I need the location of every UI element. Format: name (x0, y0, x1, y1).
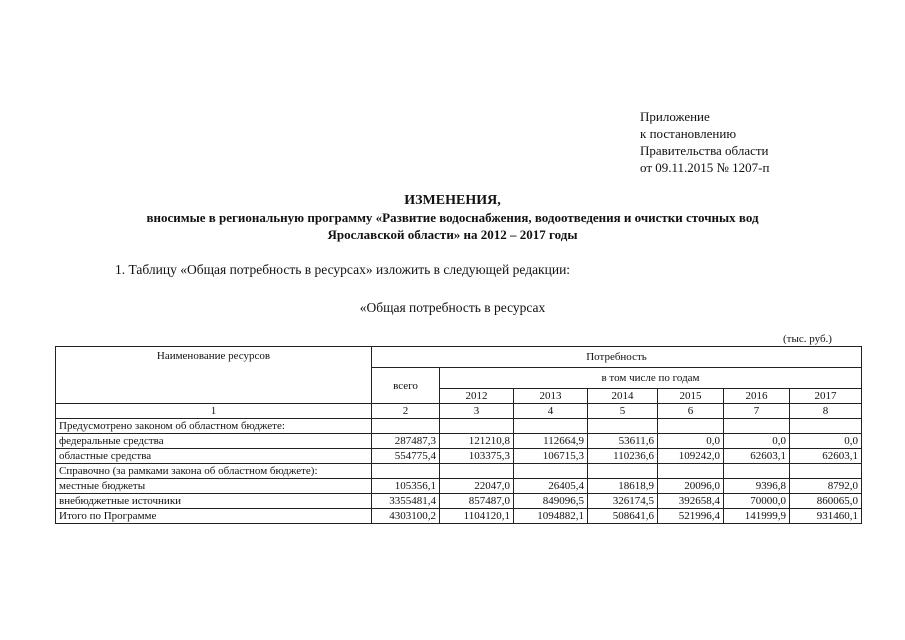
cell-value: 4303100,2 (372, 509, 440, 524)
cell-value: 508641,6 (588, 509, 658, 524)
header-year: 2012 (440, 389, 514, 404)
title-line-2: вносимые в региональную программу «Развитие водоснабжения, водоотведения и очистки сточных вод (146, 210, 759, 225)
cell-value: 392658,4 (658, 494, 724, 509)
table-row (56, 464, 862, 479)
cell-value: 62603,1 (790, 449, 862, 464)
cell-value (724, 464, 790, 479)
cell-value (588, 464, 658, 479)
column-number: 4 (514, 404, 588, 419)
cell-value: 8792,0 (790, 479, 862, 494)
appendix-line-3: Правительства области (640, 143, 769, 158)
cell-value: 20096,0 (658, 479, 724, 494)
cell-value (658, 464, 724, 479)
row-name: федеральные средства (56, 434, 372, 449)
document-title (0, 192, 905, 243)
cell-value: 121210,8 (440, 434, 514, 449)
column-number: 3 (440, 404, 514, 419)
cell-value: 141999,9 (724, 509, 790, 524)
column-number-row (56, 404, 862, 419)
cell-value: 105356,1 (372, 479, 440, 494)
column-number: 6 (658, 404, 724, 419)
cell-value (372, 419, 440, 434)
units-label: (тыс. руб.) (783, 333, 832, 345)
header-year: 2014 (588, 389, 658, 404)
cell-value: 26405,4 (514, 479, 588, 494)
cell-value (724, 419, 790, 434)
header-need: Потребность (372, 347, 862, 368)
table-row (56, 434, 862, 449)
column-number: 2 (372, 404, 440, 419)
cell-value: 931460,1 (790, 509, 862, 524)
header-year: 2013 (514, 389, 588, 404)
header-year: 2016 (724, 389, 790, 404)
cell-value: 860065,0 (790, 494, 862, 509)
cell-value: 112664,9 (514, 434, 588, 449)
cell-value: 18618,9 (588, 479, 658, 494)
table-row (56, 419, 862, 434)
cell-value: 110236,6 (588, 449, 658, 464)
cell-value: 22047,0 (440, 479, 514, 494)
column-number: 7 (724, 404, 790, 419)
appendix-line-4: от 09.11.2015 № 1207-п (640, 160, 770, 175)
cell-value: 9396,8 (724, 479, 790, 494)
table-row (56, 494, 862, 509)
table-row (56, 479, 862, 494)
cell-value: 53611,6 (588, 434, 658, 449)
header-by-years: в том числе по годам (440, 368, 862, 389)
table-caption: «Общая потребность в ресурсах (359, 300, 546, 315)
cell-value: 1104120,1 (440, 509, 514, 524)
cell-value (372, 464, 440, 479)
cell-value: 521996,4 (658, 509, 724, 524)
cell-value: 849096,5 (514, 494, 588, 509)
cell-value: 106715,3 (514, 449, 588, 464)
table-row-total (56, 509, 862, 524)
column-number: 1 (56, 404, 372, 419)
cell-value: 0,0 (658, 434, 724, 449)
title-main: ИЗМЕНЕНИЯ, (404, 193, 501, 208)
cell-value: 287487,3 (372, 434, 440, 449)
instruction-paragraph: 1. Таблицу «Общая потребность в ресурсах» изложить в следующей редакции: (115, 262, 571, 277)
cell-value: 62603,1 (724, 449, 790, 464)
cell-value: 109242,0 (658, 449, 724, 464)
cell-value: 3355481,4 (372, 494, 440, 509)
appendix-line-2: к постановлению (640, 126, 737, 141)
table-row (56, 449, 862, 464)
header-year: 2017 (790, 389, 862, 404)
column-number: 5 (588, 404, 658, 419)
cell-value (790, 419, 862, 434)
cell-value: 0,0 (724, 434, 790, 449)
title-line-3: Ярославской области» на 2012 – 2017 годы (327, 227, 578, 242)
row-name: местные бюджеты (56, 479, 372, 494)
cell-value: 326174,5 (588, 494, 658, 509)
cell-value (658, 419, 724, 434)
cell-value (514, 464, 588, 479)
row-name: Справочно (за рамками закона об областном бюджете): (56, 464, 372, 479)
appendix-block (640, 108, 769, 176)
header-resource-name: Наименование ресурсов (56, 347, 372, 404)
resources-table (55, 346, 862, 524)
cell-value: 70000,0 (724, 494, 790, 509)
row-name: Итого по Программе (56, 509, 372, 524)
appendix-line-1: Приложение (640, 109, 710, 124)
row-name: Предусмотрено законом об областном бюджете: (56, 419, 372, 434)
cell-value (514, 419, 588, 434)
cell-value: 554775,4 (372, 449, 440, 464)
cell-value (790, 464, 862, 479)
cell-value (440, 464, 514, 479)
cell-value (440, 419, 514, 434)
cell-value: 857487,0 (440, 494, 514, 509)
cell-value: 1094882,1 (514, 509, 588, 524)
cell-value (588, 419, 658, 434)
header-row-1 (56, 347, 862, 368)
header-total: всего (372, 368, 440, 404)
header-year: 2015 (658, 389, 724, 404)
column-number: 8 (790, 404, 862, 419)
row-name: областные средства (56, 449, 372, 464)
cell-value: 0,0 (790, 434, 862, 449)
cell-value: 103375,3 (440, 449, 514, 464)
row-name: внебюджетные источники (56, 494, 372, 509)
